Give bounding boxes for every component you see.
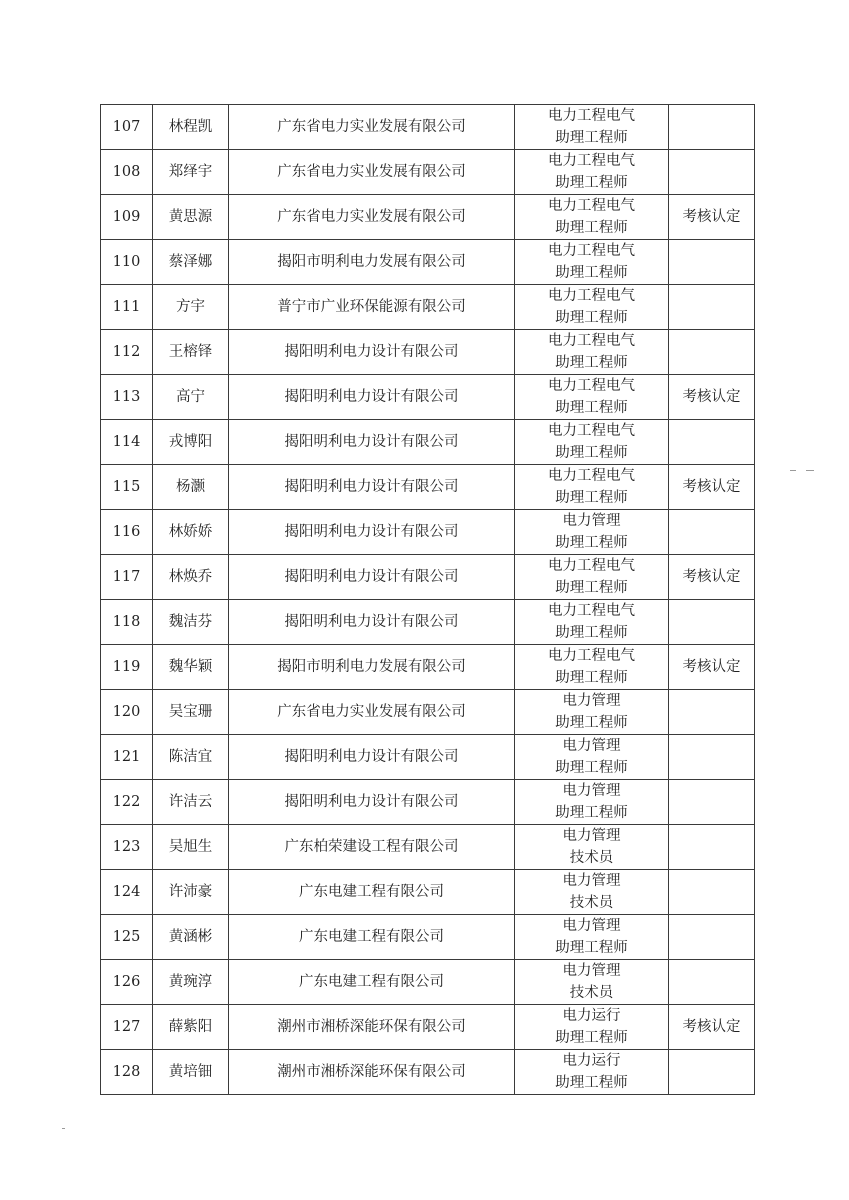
row-number-cell: 121 — [101, 735, 153, 780]
row-number-cell: 115 — [101, 465, 153, 510]
title-specialty: 电力工程电气 — [548, 603, 635, 619]
remark-cell — [669, 915, 755, 960]
remark-cell — [669, 240, 755, 285]
name-cell: 魏华颖 — [153, 645, 229, 690]
row-number-cell: 128 — [101, 1050, 153, 1095]
title-specialty: 电力管理 — [562, 513, 621, 529]
scan-speck — [790, 470, 796, 471]
title-specialty: 电力工程电气 — [548, 243, 635, 259]
title-cell — [515, 510, 669, 555]
table-row — [101, 240, 755, 285]
title-level: 助理工程师 — [555, 625, 628, 641]
title-specialty: 电力工程电气 — [548, 648, 635, 664]
title-cell — [515, 1005, 669, 1050]
table-row — [101, 420, 755, 465]
company-cell: 揭阳明利电力设计有限公司 — [229, 780, 515, 825]
title-cell — [515, 420, 669, 465]
remark-cell: 考核认定 — [669, 375, 755, 420]
title-level: 助理工程师 — [555, 535, 628, 551]
remark-cell: 考核认定 — [669, 195, 755, 240]
title-specialty: 电力工程电气 — [548, 288, 635, 304]
company-cell: 潮州市湘桥深能环保有限公司 — [229, 1005, 515, 1050]
table-row — [101, 465, 755, 510]
title-level: 助理工程师 — [555, 1075, 628, 1091]
company-cell: 揭阳明利电力设计有限公司 — [229, 330, 515, 375]
title-specialty: 电力工程电气 — [548, 333, 635, 349]
table-row — [101, 150, 755, 195]
table-row — [101, 1050, 755, 1095]
title-level: 助理工程师 — [555, 130, 628, 146]
row-number-cell: 111 — [101, 285, 153, 330]
company-cell: 揭阳市明利电力发展有限公司 — [229, 645, 515, 690]
title-specialty: 电力工程电气 — [548, 108, 635, 124]
company-cell: 揭阳市明利电力发展有限公司 — [229, 240, 515, 285]
table-row — [101, 285, 755, 330]
title-level: 助理工程师 — [555, 445, 628, 461]
qualification-table — [100, 104, 755, 1095]
row-number-cell: 113 — [101, 375, 153, 420]
table-row — [101, 1005, 755, 1050]
title-level: 助理工程师 — [555, 220, 628, 236]
remark-cell — [669, 690, 755, 735]
company-cell: 广东省电力实业发展有限公司 — [229, 150, 515, 195]
table-row — [101, 330, 755, 375]
name-cell: 魏洁芬 — [153, 600, 229, 645]
table-row — [101, 600, 755, 645]
title-specialty: 电力工程电气 — [548, 198, 635, 214]
table-row — [101, 825, 755, 870]
title-specialty: 电力管理 — [562, 873, 621, 889]
company-cell: 揭阳明利电力设计有限公司 — [229, 600, 515, 645]
name-cell: 林程凯 — [153, 105, 229, 150]
row-number-cell: 126 — [101, 960, 153, 1005]
title-cell — [515, 690, 669, 735]
title-specialty: 电力运行 — [562, 1008, 621, 1024]
table-row — [101, 645, 755, 690]
row-number-cell: 109 — [101, 195, 153, 240]
name-cell: 戎博阳 — [153, 420, 229, 465]
company-cell: 广东省电力实业发展有限公司 — [229, 690, 515, 735]
title-level: 助理工程师 — [555, 175, 628, 191]
name-cell: 郑绎宇 — [153, 150, 229, 195]
company-cell: 揭阳明利电力设计有限公司 — [229, 465, 515, 510]
name-cell: 王榕铎 — [153, 330, 229, 375]
name-cell: 黄琬淳 — [153, 960, 229, 1005]
title-cell — [515, 555, 669, 600]
title-level: 助理工程师 — [555, 715, 628, 731]
name-cell: 许洁云 — [153, 780, 229, 825]
company-cell: 广东电建工程有限公司 — [229, 870, 515, 915]
row-number-cell: 107 — [101, 105, 153, 150]
title-specialty: 电力工程电气 — [548, 558, 635, 574]
table-body — [101, 105, 755, 1095]
company-cell: 广东电建工程有限公司 — [229, 960, 515, 1005]
company-cell: 广东省电力实业发展有限公司 — [229, 105, 515, 150]
remark-cell — [669, 870, 755, 915]
remark-cell — [669, 510, 755, 555]
name-cell: 吴宝珊 — [153, 690, 229, 735]
table-row — [101, 960, 755, 1005]
table-row — [101, 735, 755, 780]
title-cell — [515, 105, 669, 150]
title-level: 技术员 — [569, 850, 614, 866]
remark-cell — [669, 285, 755, 330]
row-number-cell: 110 — [101, 240, 153, 285]
name-cell: 高宁 — [153, 375, 229, 420]
table-row — [101, 915, 755, 960]
name-cell: 黄思源 — [153, 195, 229, 240]
table-row — [101, 555, 755, 600]
name-cell: 黄涵彬 — [153, 915, 229, 960]
title-specialty: 电力管理 — [562, 783, 621, 799]
name-cell: 黄培钿 — [153, 1050, 229, 1095]
table-row — [101, 690, 755, 735]
remark-cell: 考核认定 — [669, 645, 755, 690]
title-cell — [515, 870, 669, 915]
name-cell: 杨灏 — [153, 465, 229, 510]
remark-cell — [669, 1050, 755, 1095]
scan-speck — [62, 1128, 65, 1129]
row-number-cell: 118 — [101, 600, 153, 645]
row-number-cell: 114 — [101, 420, 153, 465]
remark-cell — [669, 330, 755, 375]
remark-cell — [669, 825, 755, 870]
company-cell: 揭阳明利电力设计有限公司 — [229, 375, 515, 420]
row-number-cell: 127 — [101, 1005, 153, 1050]
title-cell — [515, 195, 669, 240]
title-level: 助理工程师 — [555, 1030, 628, 1046]
name-cell: 吴旭生 — [153, 825, 229, 870]
name-cell: 蔡泽娜 — [153, 240, 229, 285]
company-cell: 普宁市广业环保能源有限公司 — [229, 285, 515, 330]
title-level: 助理工程师 — [555, 805, 628, 821]
title-cell — [515, 960, 669, 1005]
table-row — [101, 870, 755, 915]
row-number-cell: 122 — [101, 780, 153, 825]
title-level: 助理工程师 — [555, 400, 628, 416]
title-cell — [515, 780, 669, 825]
title-specialty: 电力运行 — [562, 1053, 621, 1069]
title-specialty: 电力工程电气 — [548, 423, 635, 439]
remark-cell — [669, 960, 755, 1005]
name-cell: 林焕乔 — [153, 555, 229, 600]
title-cell — [515, 330, 669, 375]
row-number-cell: 124 — [101, 870, 153, 915]
name-cell: 方宇 — [153, 285, 229, 330]
title-cell — [515, 465, 669, 510]
title-cell — [515, 735, 669, 780]
company-cell: 广东柏荣建设工程有限公司 — [229, 825, 515, 870]
title-cell — [515, 825, 669, 870]
row-number-cell: 112 — [101, 330, 153, 375]
table-row — [101, 195, 755, 240]
remark-cell — [669, 420, 755, 465]
scan-speck — [806, 470, 814, 471]
title-specialty: 电力工程电气 — [548, 468, 635, 484]
title-level: 助理工程师 — [555, 670, 628, 686]
title-specialty: 电力管理 — [562, 963, 621, 979]
row-number-cell: 108 — [101, 150, 153, 195]
remark-cell: 考核认定 — [669, 465, 755, 510]
remark-cell: 考核认定 — [669, 555, 755, 600]
name-cell: 陈洁宜 — [153, 735, 229, 780]
title-cell — [515, 1050, 669, 1095]
title-cell — [515, 600, 669, 645]
title-specialty: 电力工程电气 — [548, 378, 635, 394]
title-specialty: 电力管理 — [562, 738, 621, 754]
title-level: 助理工程师 — [555, 940, 628, 956]
title-level: 助理工程师 — [555, 760, 628, 776]
title-cell — [515, 915, 669, 960]
title-level: 助理工程师 — [555, 355, 628, 371]
remark-cell — [669, 600, 755, 645]
remark-cell: 考核认定 — [669, 1005, 755, 1050]
title-level: 助理工程师 — [555, 490, 628, 506]
remark-cell — [669, 780, 755, 825]
title-specialty: 电力工程电气 — [548, 153, 635, 169]
row-number-cell: 116 — [101, 510, 153, 555]
remark-cell — [669, 735, 755, 780]
name-cell: 薛紫阳 — [153, 1005, 229, 1050]
title-level: 助理工程师 — [555, 265, 628, 281]
title-cell — [515, 645, 669, 690]
company-cell: 揭阳明利电力设计有限公司 — [229, 735, 515, 780]
title-level: 技术员 — [569, 985, 614, 1001]
title-cell — [515, 375, 669, 420]
table-row — [101, 780, 755, 825]
title-specialty: 电力管理 — [562, 828, 621, 844]
title-cell — [515, 285, 669, 330]
row-number-cell: 119 — [101, 645, 153, 690]
company-cell: 潮州市湘桥深能环保有限公司 — [229, 1050, 515, 1095]
company-cell: 揭阳明利电力设计有限公司 — [229, 510, 515, 555]
row-number-cell: 125 — [101, 915, 153, 960]
company-cell: 揭阳明利电力设计有限公司 — [229, 420, 515, 465]
title-cell — [515, 150, 669, 195]
title-level: 技术员 — [569, 895, 614, 911]
remark-cell — [669, 105, 755, 150]
name-cell: 林娇娇 — [153, 510, 229, 555]
table-row — [101, 105, 755, 150]
table-row — [101, 510, 755, 555]
title-specialty: 电力管理 — [562, 918, 621, 934]
row-number-cell: 123 — [101, 825, 153, 870]
company-cell: 广东电建工程有限公司 — [229, 915, 515, 960]
title-level: 助理工程师 — [555, 580, 628, 596]
company-cell: 广东省电力实业发展有限公司 — [229, 195, 515, 240]
name-cell: 许沛豪 — [153, 870, 229, 915]
remark-cell — [669, 150, 755, 195]
title-specialty: 电力管理 — [562, 693, 621, 709]
table-row — [101, 375, 755, 420]
row-number-cell: 117 — [101, 555, 153, 600]
title-level: 助理工程师 — [555, 310, 628, 326]
row-number-cell: 120 — [101, 690, 153, 735]
company-cell: 揭阳明利电力设计有限公司 — [229, 555, 515, 600]
title-cell — [515, 240, 669, 285]
